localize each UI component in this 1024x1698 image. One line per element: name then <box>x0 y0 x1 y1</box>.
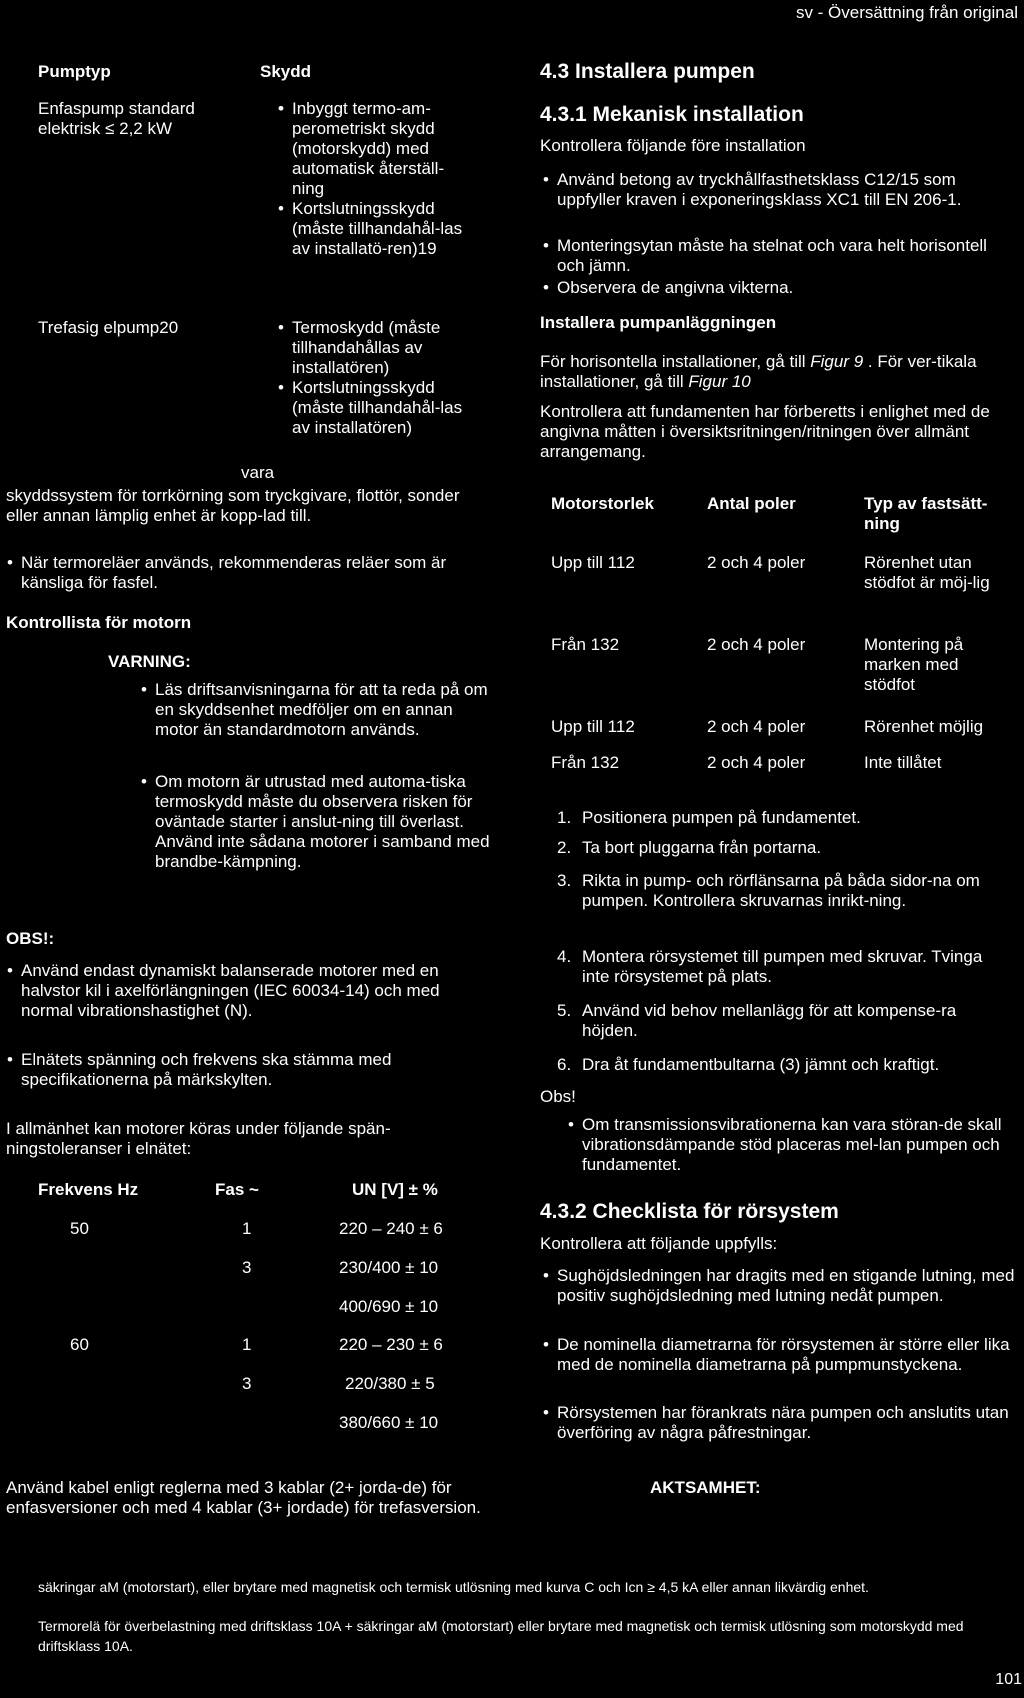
mt-cell: Inte tillåtet <box>864 753 942 772</box>
mt-header-mount: Typ av fastsätt-ning <box>864 494 988 533</box>
mt-cell: Rörenhet möjlig <box>864 717 984 736</box>
warning-item-2: • Om motorn är utrustad med automa-tiska termoskydd måste du observera risken för oväntade starter i anslut-ning till överlast. Använd inte sådana motorer i samband med brandbe-kämpning. <box>155 772 490 872</box>
horiz-text-b: . För ver-tikala installationer, gå till <box>540 352 977 391</box>
vt-header-un: UN [V] ± % <box>352 1180 438 1199</box>
mt-cell: Upp till 112 <box>551 717 635 736</box>
horiz-text-a: För horisontella installationer, gå till <box>540 352 811 371</box>
pipe-check-intro: Kontrollera att följande uppfylls: <box>540 1234 778 1253</box>
step-3: Rikta in pump- och rörflänsarna på båda sidor-na om pumpen. Kontrollera skruvarnas inrikt-ning. <box>582 871 980 910</box>
vt-header-freq: Frekvens Hz <box>38 1180 139 1199</box>
mt-cell: Upp till 112 <box>551 553 635 572</box>
mt-cell: Från 132 <box>551 753 620 772</box>
step-number: 6. <box>557 1055 572 1074</box>
col-header-pumptyp: Pumptyp <box>38 62 111 81</box>
section-4-3-2-heading: 4.3.2 Checklista för rörsystem <box>540 1200 839 1223</box>
pipe-check-item-3: • Rörsystemen har förankrats nära pumpen och anslutits utan överföring av några påfrestningar. <box>557 1403 1017 1443</box>
vt-cell: 220/380 ± 5 <box>345 1374 435 1393</box>
pipe-check-item-1: • Sughöjdsledningen har dragits med en stigande lutning, med positiv sughöjdsledning med lutning nedåt pumpen. <box>557 1266 1017 1306</box>
mt-cell: Från 132 <box>551 635 620 654</box>
footnote-20: Termorelä för överbelastning med driftsklass 10A + säkringar aM (motorstart) eller brytare med magnetisk och termisk utlösning som motorskydd med driftsklass 10A. <box>38 1618 964 1654</box>
mt-cell: 2 och 4 poler <box>707 635 806 654</box>
vt-cell: 380/660 ± 10 <box>339 1413 439 1432</box>
section-4-3-1-heading: 4.3.1 Mekanisk installation <box>540 103 804 126</box>
protection-item-thermo-3: • Termoskydd (måste tillhandahållas av installatören) <box>292 318 472 378</box>
mt-cell: 2 och 4 poler <box>707 553 806 572</box>
obs-title: OBS!: <box>6 929 55 948</box>
voltage-intro: I allmänhet kan motorer köras under följande spän-ningstoleranser i elnätet: <box>6 1119 391 1158</box>
step-4: Montera rörsystemet till pumpen med skruvar. Tvinga inte rörsystemet på plats. <box>582 947 983 986</box>
mt-cell: Rörenhet utan stödfot är möj-lig <box>864 553 990 592</box>
mt-cell: 2 och 4 poler <box>707 717 806 736</box>
install-pump-subheading: Installera pumpanläggningen <box>540 313 777 332</box>
vt-cell: 50 <box>70 1219 89 1238</box>
step-number: 4. <box>557 947 572 966</box>
vt-cell: 1 <box>242 1335 252 1354</box>
dryrun-paragraph: skyddssystem för torrkörning som tryckgivare, flottör, sonder eller annan lämplig enhet är kopp-lad till. <box>6 486 460 525</box>
warning-item-1: • Läs driftsanvisningarna för att ta reda på om en skyddsenhet medföljer om en annan motor än standardmotorn används. <box>155 680 490 740</box>
vt-cell: 230/400 ± 10 <box>339 1258 439 1277</box>
protection-item-thermo: • Inbyggt termo-am-perometriskt skydd (motorskydd) med automatisk återställ-ning <box>292 99 472 199</box>
protection-item-short: • Kortslutningsskydd (måste tillhandahål-las av installatö-ren)19 <box>292 199 472 259</box>
preinstall-item-1: • Använd betong av tryckhållfasthetsklass C12/15 som uppfyller kraven i exponeringsklass XC1 till EN 206-1. <box>557 170 1017 210</box>
relay-bullet: • När termoreläer används, rekommenderas reläer som är känsliga för fasfel. <box>21 553 481 593</box>
step-number: 1. <box>557 808 572 827</box>
preinstall-item-3: • Observera de angivna vikterna. <box>557 278 1017 298</box>
preinstall-item-2: • Monteringsytan måste ha stelnat och vara helt horisontell och jämn. <box>557 236 1017 276</box>
step-number: 3. <box>557 871 572 890</box>
vt-cell: 1 <box>242 1219 252 1238</box>
step-5: Använd vid behov mellanlägg för att kompense-ra höjden. <box>582 1001 957 1040</box>
cable-paragraph: Använd kabel enligt reglerna med 3 kablar (2+ jorda-de) för enfasversioner och med 4 kablar (3+ jordade) för trefasversion. <box>6 1478 481 1517</box>
step-number: 5. <box>557 1001 572 1020</box>
figure-10-link[interactable]: Figur 10 <box>688 372 751 391</box>
protection-item-short-3: • Kortslutningsskydd (måste tillhandahål-las av installatören) <box>292 378 472 438</box>
col-header-skydd: Skydd <box>260 62 312 81</box>
warning-title: VARNING: <box>108 652 191 671</box>
caution-title: AKTSAMHET: <box>650 1478 761 1497</box>
pump-type-three-phase: Trefasig elpump20 <box>38 318 179 337</box>
vt-cell: 3 <box>242 1374 252 1393</box>
page-number: 101 <box>995 1671 1022 1688</box>
vt-cell: 220 – 230 ± 6 <box>339 1335 443 1354</box>
footnote-19: säkringar aM (motorstart), eller brytare med magnetisk och termisk utlösning med kurva C och Icn ≥ 4,5 kA eller annan likvärdig enhet. <box>38 1579 869 1595</box>
foundation-paragraph: Kontrollera att fundamenten har förberetts i enlighet med de angivna måtten i översiktsritningen/ritningen över allmänt arrangemang. <box>540 402 990 461</box>
step-number: 2. <box>557 838 572 857</box>
mt-cell: 2 och 4 poler <box>707 753 806 772</box>
pump-type-single-phase: Enfaspump standard elektrisk ≤ 2,2 kW <box>38 99 195 138</box>
obs-item-1: • Använd endast dynamiskt balanserade motorer med en halvstor kil i axelförlängningen (IEC 60034-14) och med normal vibrationshastighet (N). <box>21 961 486 1021</box>
obs2-title: Obs! <box>540 1087 576 1106</box>
page-header: sv - Översättning från original <box>795 3 1018 22</box>
mt-header-size: Motorstorlek <box>551 494 654 513</box>
vt-header-phase: Fas ~ <box>215 1180 259 1199</box>
motor-checklist-heading: Kontrollista för motorn <box>6 613 192 632</box>
obs2-item: • Om transmissionsvibrationerna kan vara störan-de skall vibrationsdämpande stöd placeras mel-lan pumpen och fundamentet. <box>582 1115 1012 1175</box>
vt-cell: 220 – 240 ± 6 <box>339 1219 443 1238</box>
step-1: Positionera pumpen på fundamentet. <box>582 808 861 827</box>
step-6: Dra åt fundamentbultarna (3) jämnt och kraftigt. <box>582 1055 940 1074</box>
section-4-3-heading: 4.3 Installera pumpen <box>540 60 755 83</box>
mt-header-poles: Antal poler <box>707 494 796 513</box>
obs-item-2: • Elnätets spänning och frekvens ska stämma med specifikationerna på märkskylten. <box>21 1050 486 1090</box>
preinstall-intro: Kontrollera följande före installation <box>540 136 806 155</box>
vara-text: vara <box>241 463 275 482</box>
figure-9-link[interactable]: Figur 9 <box>810 352 864 371</box>
vt-cell: 60 <box>70 1335 89 1354</box>
figure-ref-paragraph <box>540 352 1020 392</box>
pipe-check-item-2: • De nominella diametrarna för rörsystemen är större eller lika med de nominella diametrarna på pumpmunstyckena. <box>557 1335 1017 1375</box>
step-2: Ta bort pluggarna från portarna. <box>582 838 822 857</box>
mt-cell: Montering på marken med stödfot <box>864 635 964 694</box>
vt-cell: 400/690 ± 10 <box>339 1297 439 1316</box>
vt-cell: 3 <box>242 1258 252 1277</box>
